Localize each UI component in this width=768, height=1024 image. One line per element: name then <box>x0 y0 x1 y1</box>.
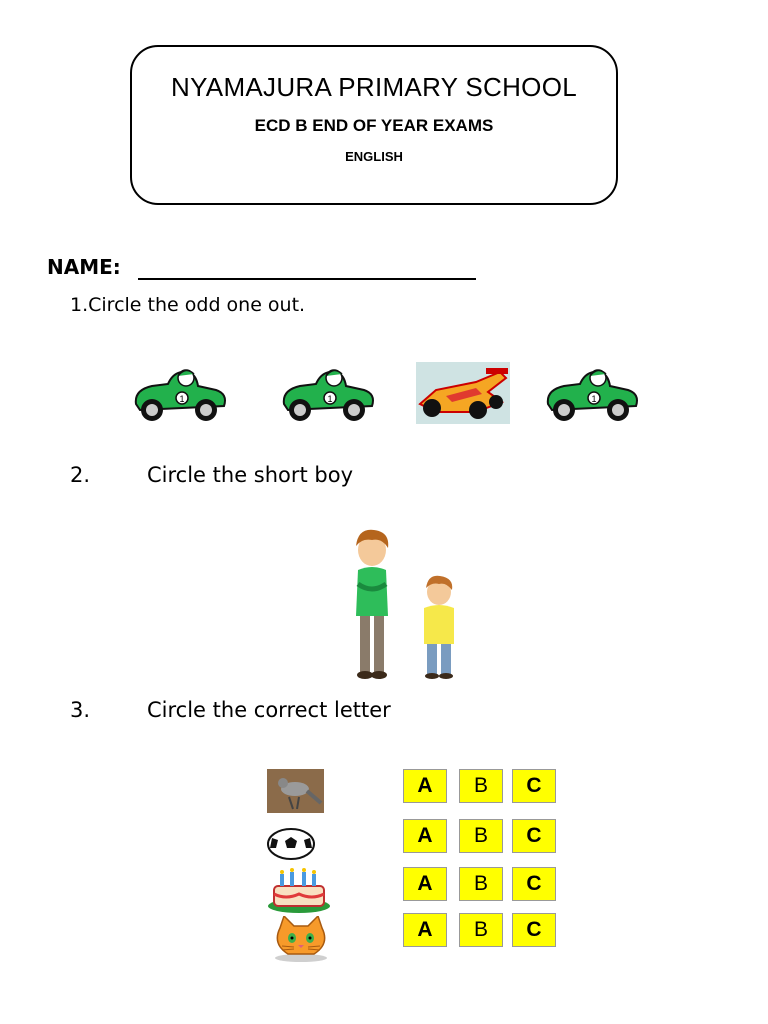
question-1-text: Circle the odd one out. <box>88 294 306 316</box>
question-2-text: Circle the short boy <box>147 463 354 487</box>
letter-option-c[interactable]: C <box>512 867 556 901</box>
letter-option-c[interactable]: C <box>512 819 556 853</box>
letter-option-a[interactable]: A <box>403 913 447 947</box>
letter-option-b[interactable]: B <box>459 819 503 853</box>
question-1-number: 1. <box>70 294 89 316</box>
cat-face-icon <box>268 916 334 962</box>
svg-text:1: 1 <box>179 394 185 404</box>
question-3-number: 3. <box>70 698 91 722</box>
letter-option-b[interactable]: B <box>459 867 503 901</box>
soccer-ball-icon <box>266 828 316 860</box>
svg-text:1: 1 <box>327 394 333 404</box>
tall-boy-icon[interactable] <box>346 528 398 680</box>
green-car-icon[interactable] <box>278 362 376 426</box>
letter-option-c[interactable]: C <box>512 913 556 947</box>
school-name: NYAMAJURA PRIMARY SCHOOL <box>171 72 577 102</box>
subject-title: ENGLISH <box>345 149 403 164</box>
name-field-line[interactable] <box>138 278 476 280</box>
question-3-text: Circle the correct letter <box>147 698 391 722</box>
letter-option-b[interactable]: B <box>459 913 503 947</box>
green-car-icon[interactable] <box>542 362 640 426</box>
question-1 <box>70 294 305 316</box>
green-car-icon[interactable] <box>130 362 228 426</box>
name-label: NAME: <box>47 255 121 279</box>
svg-text:1: 1 <box>591 394 597 404</box>
bird-icon <box>267 769 324 813</box>
letter-option-a[interactable]: A <box>403 769 447 803</box>
letter-option-a[interactable]: A <box>403 819 447 853</box>
exam-title: ECD B END OF YEAR EXAMS <box>254 116 494 135</box>
question-2-number: 2. <box>70 463 91 487</box>
letter-option-c[interactable]: C <box>512 769 556 803</box>
short-boy-icon[interactable] <box>418 574 460 680</box>
race-car-icon[interactable] <box>416 362 510 424</box>
birthday-cake-icon <box>266 866 332 914</box>
letter-option-b[interactable]: B <box>459 769 503 803</box>
letter-option-a[interactable]: A <box>403 867 447 901</box>
